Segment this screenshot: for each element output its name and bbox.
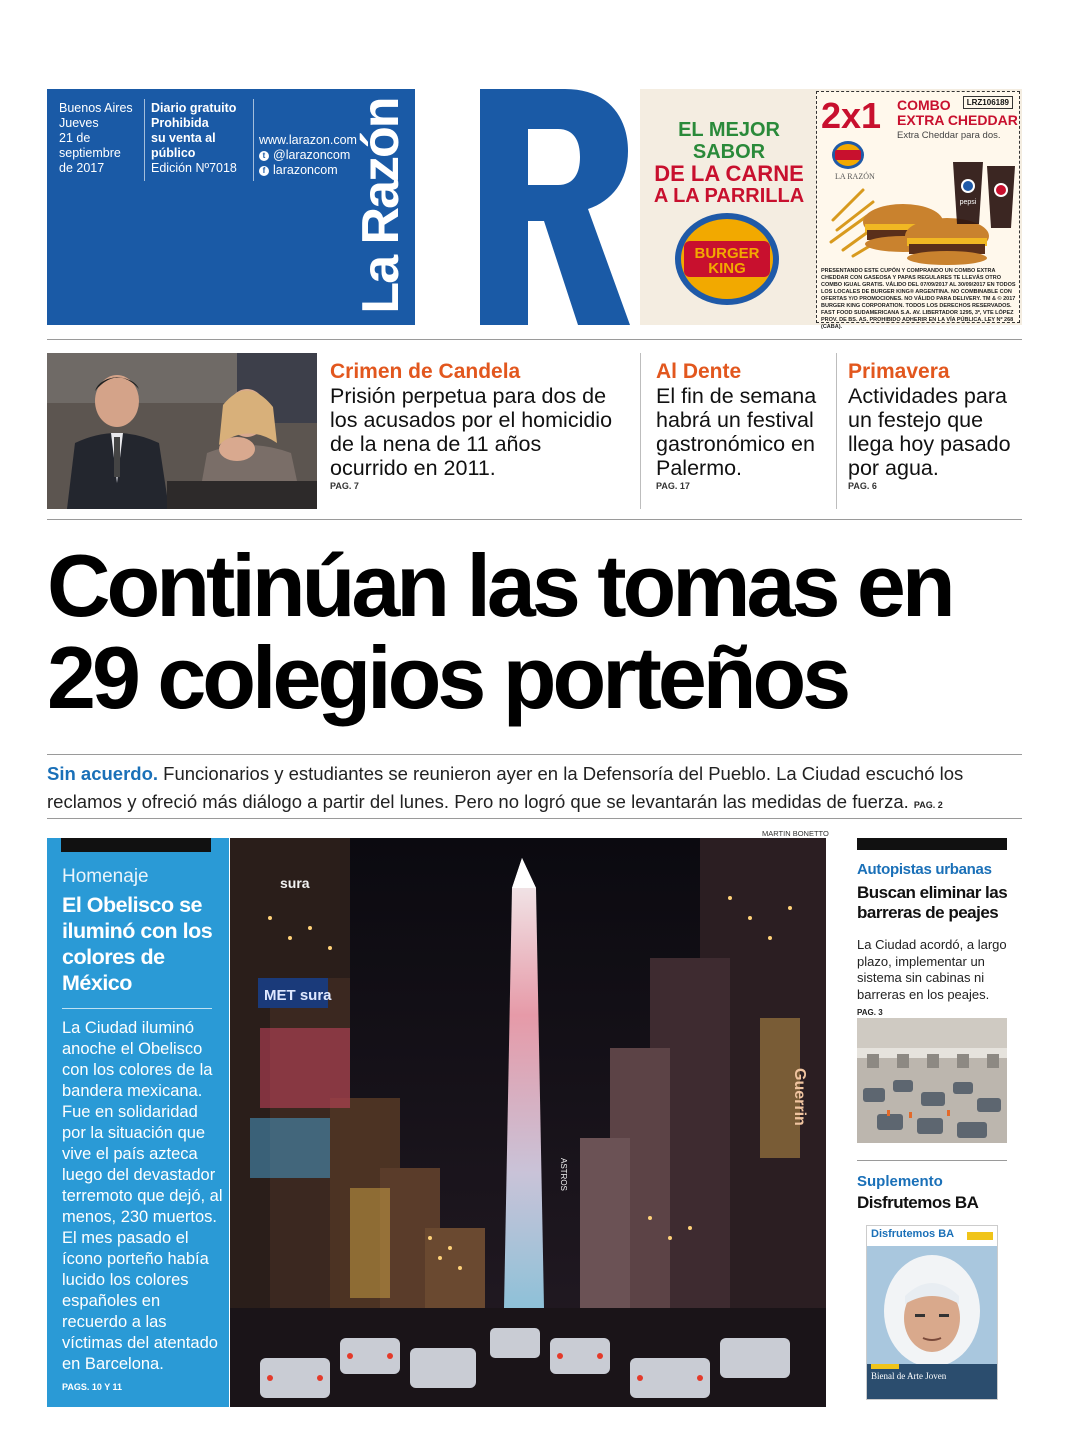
teaser-body: Prisión perpetua para dos de los acusados por el homicidio de la nena de 11 años ocurrido en 2011.: [330, 384, 613, 480]
toll-booth-photo[interactable]: [857, 1018, 1007, 1143]
twitter-handle: @larazoncom: [273, 148, 351, 162]
svg-text:KING: KING: [708, 260, 746, 277]
newspaper-logo: La Razón: [352, 98, 410, 314]
masthead-divider: [144, 99, 145, 181]
month: septiembre: [59, 146, 121, 160]
page-ref: PAG. 2: [913, 800, 943, 810]
public-note: público: [151, 146, 196, 160]
slogan-line: A LA PARRILLA: [653, 185, 805, 207]
slogan-line: EL MEJOR SABOR: [678, 119, 780, 163]
masthead-divider: [253, 99, 254, 181]
r-logo-icon: [470, 89, 630, 325]
suplemento-cover[interactable]: [866, 1225, 998, 1400]
facebook-handle: larazoncom: [273, 163, 338, 177]
section-divider: [47, 339, 1022, 340]
burger-king-logo-icon: [672, 209, 782, 309]
section-divider: [47, 818, 1022, 819]
supl-caption: Bienal de Arte Joven: [871, 1371, 947, 1381]
la-razon-mark: LA RAZÓN: [835, 172, 875, 181]
prohibited-note: Prohibida: [151, 116, 209, 130]
coupon-code: LRZ106189: [963, 96, 1013, 109]
free-paper-note: Diario gratuito: [151, 101, 237, 115]
teaser-kicker: Primavera: [848, 360, 950, 383]
homenaje-kicker: Homenaje: [62, 866, 149, 887]
combo-title: COMBO EXTRA CHEDDAR: [897, 97, 1018, 128]
coupon-fine-print: PRESENTANDO ESTE CUPÓN Y COMPRANDO UN COMBO EXTRA CHEDDAR CON GASEOSA Y PAPAS REGULARES TE LLEVÁS OTRO COMBO IGUAL GRATIS. VÁLIDO DEL 07/09/2017 AL 30/09/2017 EN TODOS LOS LOCALES DE BURGER KING® ARGENTINA. NO COMBINABLE CON OFERTAS Y/O PROMOCIONES. NO VÁLIDO PARA DELIVERY. TM & © 2017 BURGER KING CORPORATION. TODOS LOS DERECHOS RESERVADOS. FAST FOOD SUDAMERICANA S.A. AV. LIBERTADOR 1295, 3º, VTE LÓPEZ PROV. DE BS. AS. PROHIBIDO ADHERIR EN LA VÍA PÚBLICA. LEY Nº 268 (CABA).: [821, 268, 1016, 330]
deck-text: Funcionarios y estudiantes se reunieron ayer en la Defensoría del Pueblo. La Ciudad escuchó los reclamos y ofreció más diálogo a partir del lunes. Pero no logró que se levantarán las medidas de fuerza.: [47, 763, 964, 812]
facebook-icon: f: [259, 166, 269, 176]
autopistas-title[interactable]: Buscan eliminar las barreras de peajes: [857, 883, 1008, 922]
headline-deck: [47, 760, 1022, 819]
obelisco-photo[interactable]: [230, 838, 826, 1407]
autopistas-body: La Ciudad acordó, a largo plazo, implementar un sistema sin cabinas ni barreras en los peajes.: [857, 937, 1007, 1002]
teaser-primavera[interactable]: [848, 360, 1022, 491]
sign-text: MET sura: [264, 987, 332, 1004]
teaser-body: Actividades para un festejo que llega hoy pasado por agua.: [848, 384, 1011, 480]
page-ref: PAG. 17: [656, 481, 690, 491]
supl-tag: [871, 1364, 899, 1369]
slogan-line: DE LA CARNE: [654, 161, 804, 186]
homenaje-title: El Obelisco se iluminó con los colores de México: [62, 893, 213, 995]
candela-trial-photo[interactable]: [47, 353, 317, 509]
website-link[interactable]: www.larazon.com: [259, 133, 357, 147]
section-divider: [47, 754, 1022, 755]
city: Buenos Aires: [59, 101, 133, 115]
svg-text:BURGER: BURGER: [694, 245, 760, 262]
promo-2x1: 2x1: [821, 95, 882, 136]
column-divider: [640, 353, 641, 509]
box-topbar: [61, 838, 211, 852]
page-ref: PAG. 3: [857, 1008, 883, 1017]
sign-text: sura: [280, 875, 310, 891]
page-ref: PAG. 7: [330, 481, 359, 491]
teaser-kicker: Al Dente: [656, 360, 742, 383]
homenaje-body: La Ciudad iluminó anoche el Obelisco con los colores de la bandera mexicana. Fue en solidaridad por la situación que vive el país azteca luego del devastador terremoto que dejó, al menos, 230 muertos. El mes pasado el ícono porteño había lucido los colores españoles en recuerdo a las víctimas del atentado en Barcelona.: [62, 1019, 223, 1373]
masthead-info: [151, 101, 251, 176]
photo-credit: MARTIN BONETTO: [762, 829, 829, 838]
autopistas-kicker: Autopistas urbanas: [857, 861, 992, 878]
teaser-candela[interactable]: [330, 360, 620, 491]
page-ref: PAGS. 10 Y 11: [62, 1382, 123, 1392]
page-ref: PAG. 6: [848, 481, 877, 491]
suplemento-kicker: Suplemento: [857, 1173, 943, 1190]
box-divider: [62, 1008, 212, 1009]
ad-slogan: [644, 119, 814, 207]
combo-subtitle: Extra Cheddar para dos.: [897, 130, 1001, 141]
homenaje-body-wrap: [62, 1018, 224, 1398]
coupon[interactable]: [816, 91, 1020, 330]
supl-header: Disfrutemos BA: [867, 1226, 997, 1246]
autopistas-body-wrap: [857, 937, 1007, 1022]
sale-note: su venta al: [151, 131, 216, 145]
homenaje-box[interactable]: [47, 838, 229, 1407]
year: de 2017: [59, 161, 105, 175]
deck-lead: Sin acuerdo.: [47, 763, 159, 784]
combo-food-image: [823, 150, 1019, 266]
section-divider: [857, 1160, 1007, 1161]
masthead-date: [59, 101, 141, 176]
teaser-al-dente[interactable]: [656, 360, 826, 491]
pepsi-label: pepsi: [959, 199, 977, 206]
column-divider: [836, 353, 837, 509]
burger-king-ad[interactable]: [640, 89, 1022, 330]
edition-number: Edición Nº7018: [151, 161, 237, 175]
column-topbar: [857, 838, 1007, 850]
weekday: Jueves: [59, 116, 99, 130]
suplemento-title[interactable]: Disfrutemos BA: [857, 1193, 979, 1212]
masthead: [47, 89, 415, 325]
sign-text: ASTROS: [559, 1158, 568, 1191]
day: 21 de: [59, 131, 91, 145]
twitter-icon: t: [259, 151, 269, 161]
teaser-body: El fin de semana habrá un festival gastronómico en Palermo.: [656, 384, 817, 480]
section-divider: [47, 519, 1022, 520]
teaser-kicker: Crimen de Candela: [330, 360, 521, 383]
sign-text: Guerrin: [791, 1068, 808, 1126]
main-headline[interactable]: Continúan las tomas en 29 colegios porteños: [47, 536, 952, 727]
